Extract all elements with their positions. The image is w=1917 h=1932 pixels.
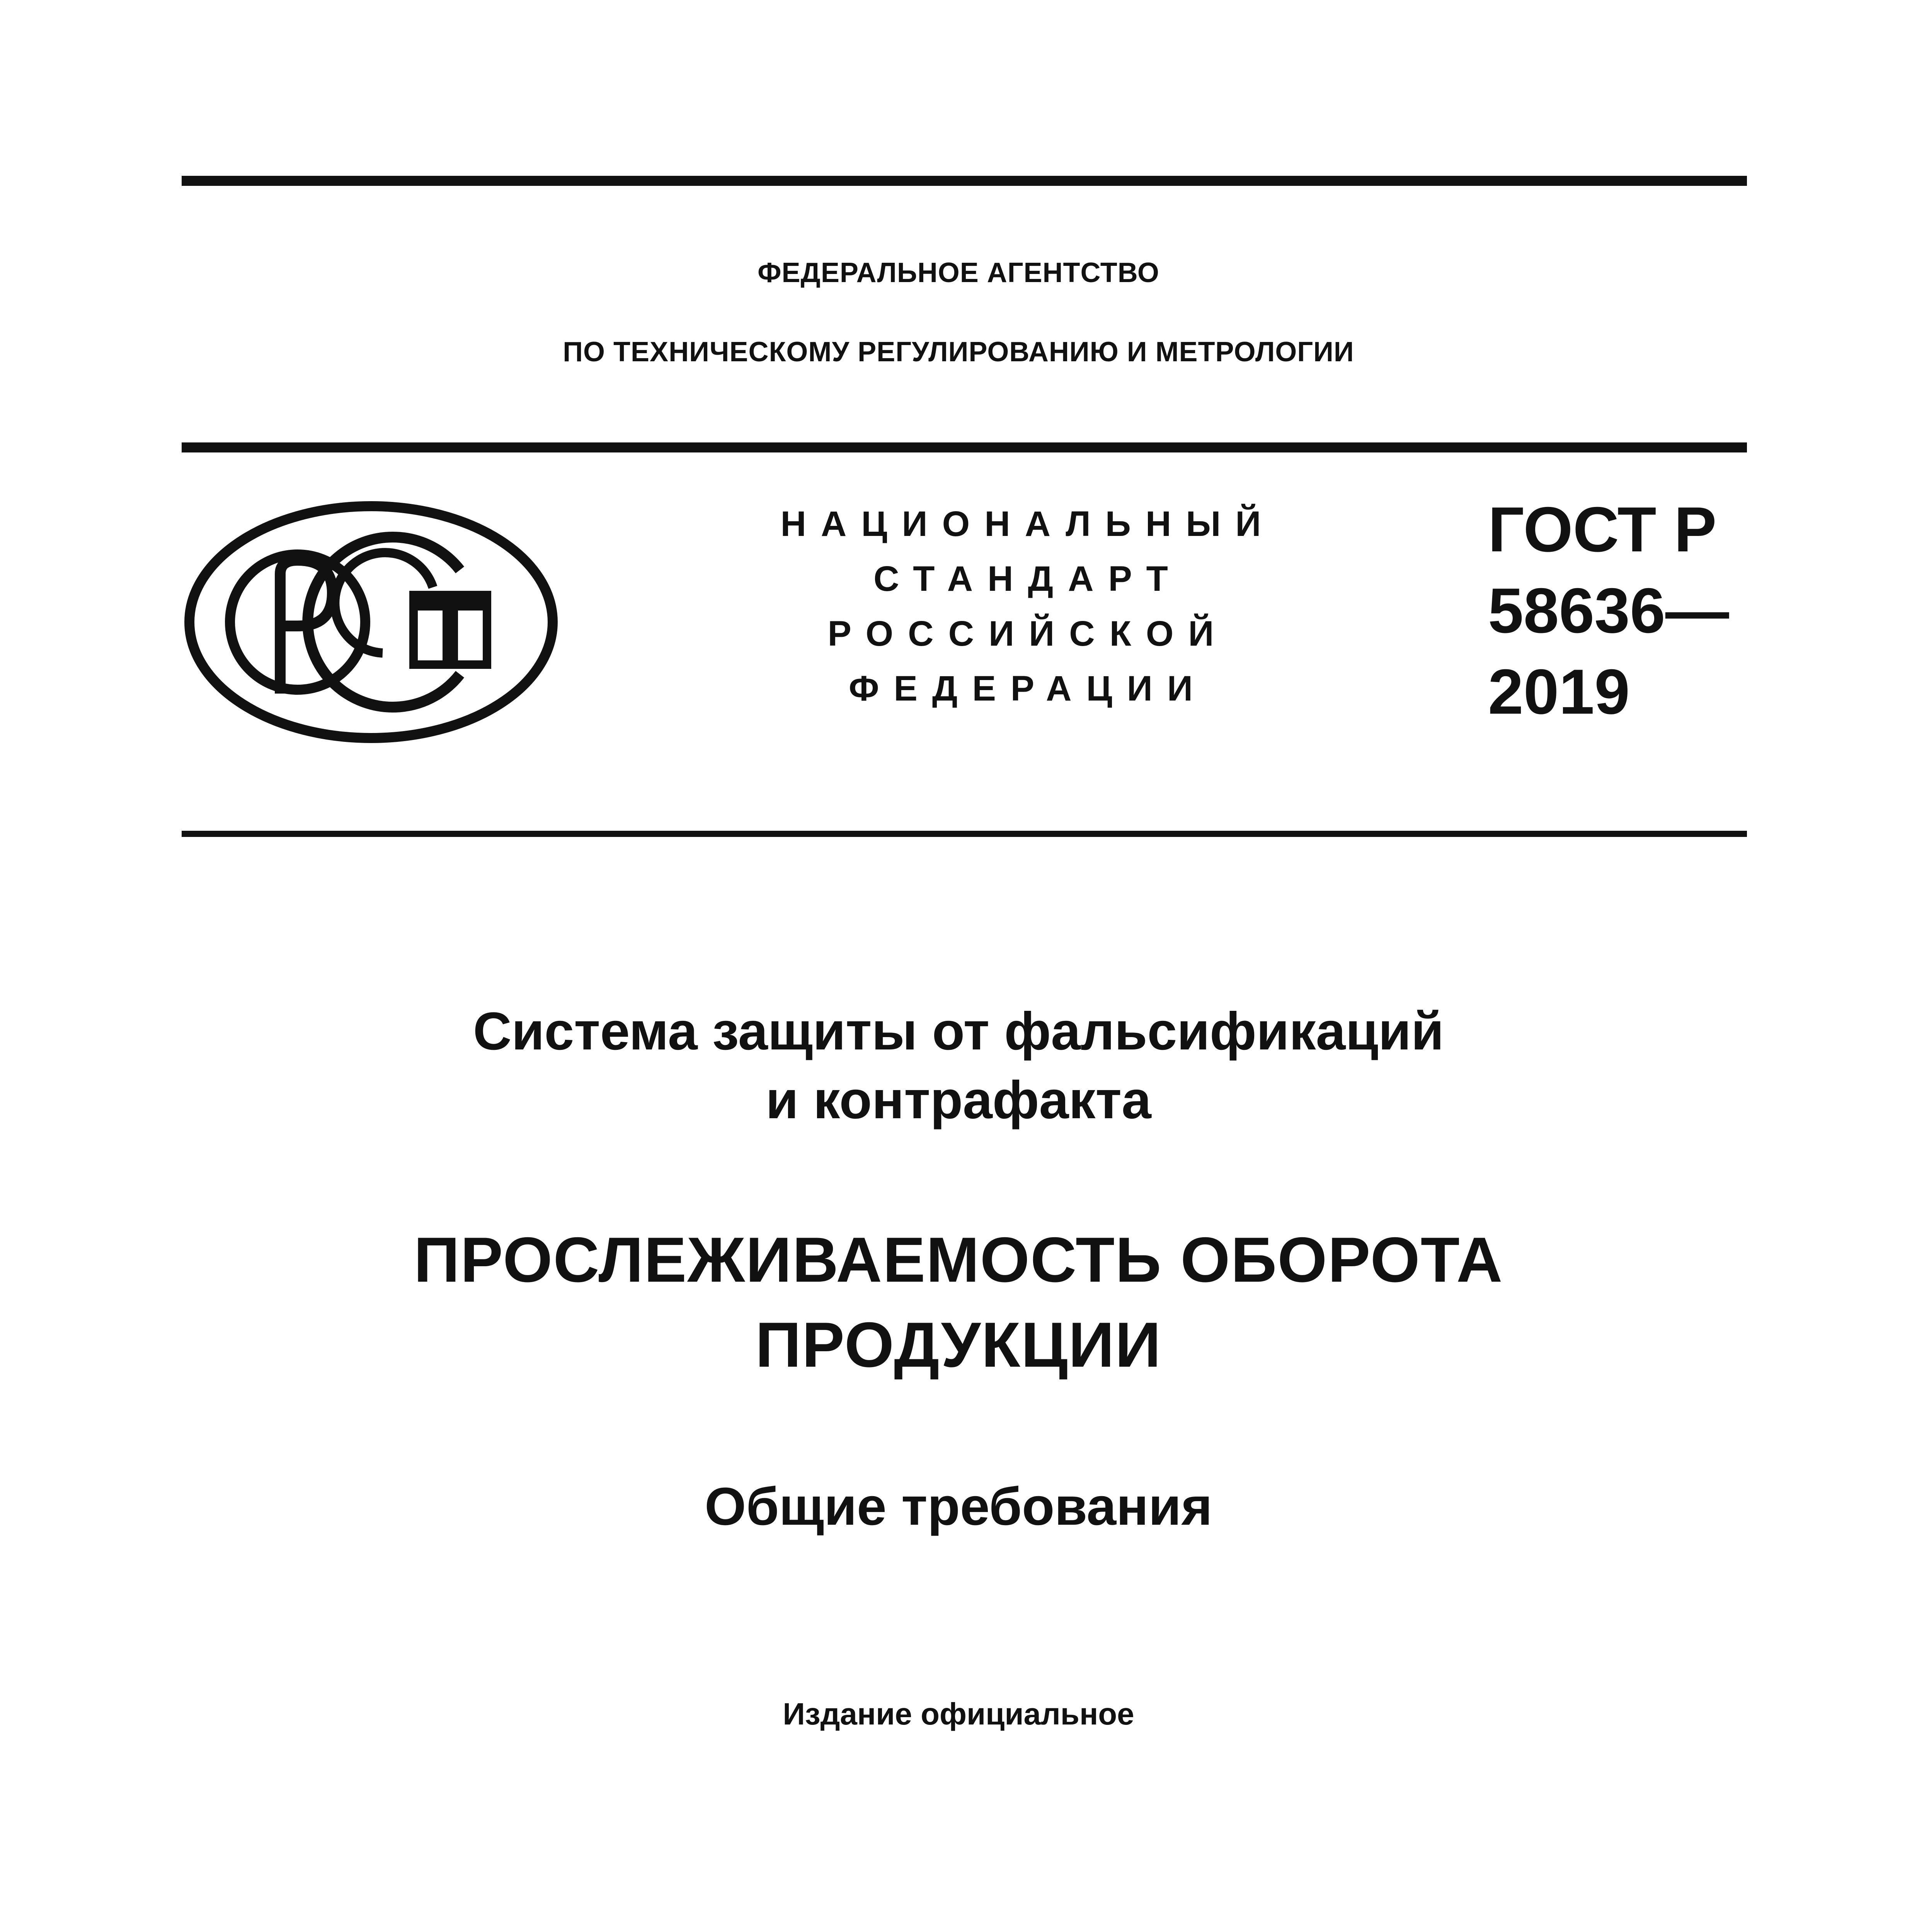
main-title-line1: ПРОСЛЕЖИВАЕМОСТЬ ОБОРОТА (414, 1224, 1503, 1295)
main-title (0, 1217, 1917, 1387)
designation-line2: 58636— (1488, 575, 1729, 646)
standard-designation (1488, 489, 1759, 732)
series-title-line1: Система защиты от фальсификаций (473, 1002, 1444, 1061)
subtitle: Общие требования (705, 1477, 1212, 1536)
standard-type-line3: РОССИЙСКОЙ (827, 614, 1229, 653)
designation-line3: 2019 (1488, 656, 1630, 727)
standard-type-label (758, 497, 1299, 716)
main-title-line2: ПРОДУКЦИИ (755, 1309, 1162, 1380)
header-rule (182, 442, 1747, 452)
agency-name-line2: ПО ТЕХНИЧЕСКОМУ РЕГУЛИРОВАНИЮ И МЕТРОЛОГИИ (563, 337, 1354, 367)
agency-name-line1: ФЕДЕРАЛЬНОЕ АГЕНТСТВО (758, 257, 1159, 288)
designation-rule (182, 831, 1747, 837)
series-title (0, 997, 1917, 1134)
top-rule (182, 176, 1747, 186)
standard-type-line1: НАЦИОНАЛЬНЫЙ (780, 504, 1276, 544)
edition-label: Издание официальное (783, 1697, 1134, 1731)
standard-type-line2: СТАНДАРТ (873, 559, 1183, 599)
series-title-line2: и контрафакта (766, 1070, 1151, 1130)
rst-certification-logo-icon (182, 498, 560, 746)
standard-type-line4: ФЕДЕРАЦИИ (849, 669, 1207, 708)
designation-line1: ГОСТ Р (1488, 494, 1717, 565)
